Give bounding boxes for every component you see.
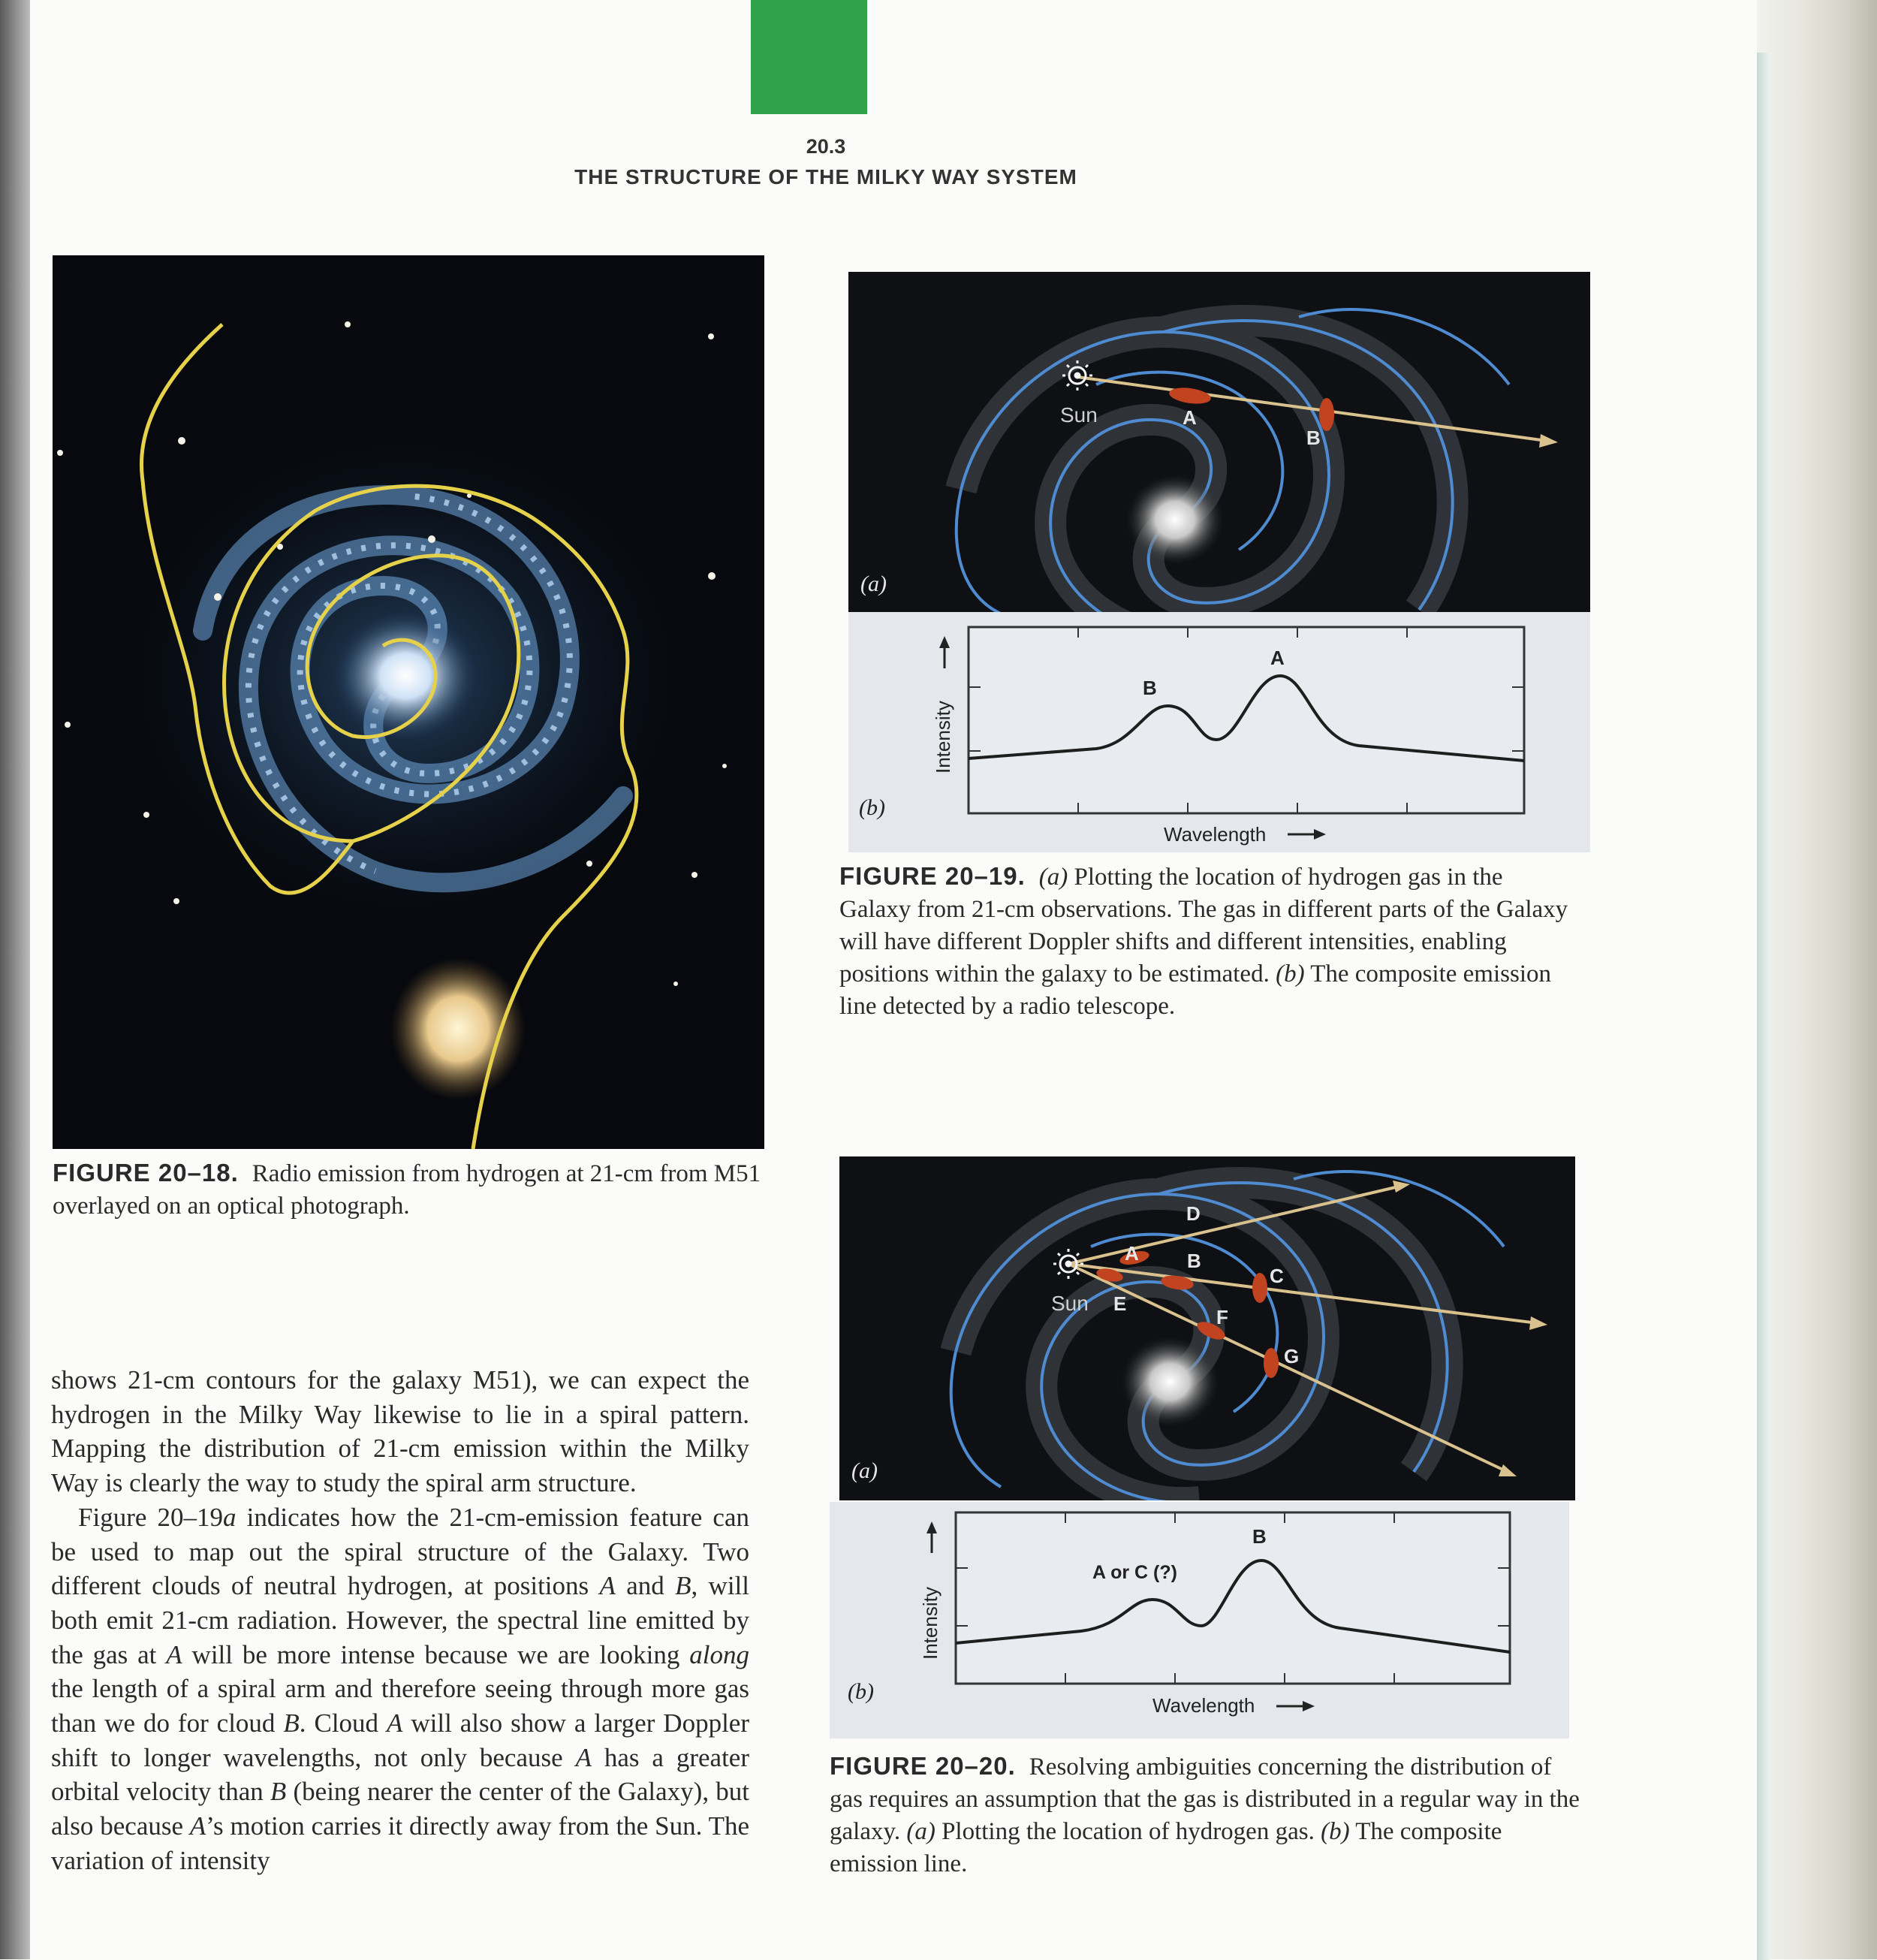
m51-photograph (53, 255, 764, 1149)
plot-frame (969, 627, 1524, 813)
point-a-label: A (1183, 406, 1197, 429)
caption-italic: (b) (1321, 1818, 1350, 1845)
caption-italic: (a) (1038, 864, 1068, 891)
point-d-label: D (1186, 1202, 1201, 1225)
section-title: THE STRUCTURE OF THE MILKY WAY SYSTEM (574, 165, 1077, 188)
point-a-label: A (1125, 1242, 1139, 1265)
x-axis-label: Wavelength (1152, 1694, 1255, 1717)
x-axis-label: Wavelength (1164, 823, 1267, 846)
plot-frame (956, 1512, 1510, 1684)
body-text-column (51, 1363, 749, 1878)
caption-text: The composite emission line. (830, 1818, 1502, 1877)
sun-label: Sun (1060, 403, 1098, 427)
chapter-tab (751, 0, 867, 114)
panel-b-label: (b) (848, 1679, 874, 1704)
point-c-label: C (1270, 1265, 1284, 1287)
figure-20-20a-panel (839, 1156, 1575, 1500)
peak-a-or-c-label: A or C (?) (1092, 1562, 1177, 1583)
point-e-label: E (1113, 1292, 1127, 1315)
paragraph: Figure 20–19a indicates how the 21-cm-emission feature can be used to map out the spiral structure of the Galaxy. Two different clouds of neutral hydrogen, at positions A and B, will both emit 21-cm radiation. However, the spectral line emitted by the gas at A will be more intense because we are looking along the length of a spiral arm and therefore seeing through more gas than we do for cloud B. Cloud A will also show a larger Doppler shift to longer wavelengths, not only because A has a greater orbital velocity than B (being nearer the center of the Galaxy), but also because A’s motion carries it directly away from the Sun. The variation of intensity (51, 1502, 750, 1875)
point-g-label: G (1284, 1345, 1300, 1367)
figure-20-20-caption (830, 1750, 1580, 1880)
figure-label: FIGURE 20–18. (53, 1159, 239, 1187)
figure-label: FIGURE 20–20. (830, 1752, 1016, 1780)
figure-label: FIGURE 20–19. (839, 862, 1026, 890)
sun-label: Sun (1051, 1292, 1089, 1315)
figure-20-19-caption (839, 860, 1575, 1023)
y-axis-label: Intensity (932, 701, 954, 773)
paragraph: shows 21-cm contours for the galaxy M51), we can expect the hydrogen in the Milky Way likewise to lie in a spiral pattern. Mapping the distribution of 21-cm emission within the Milky Way is clearly the way to study the spiral arm structure. (51, 1365, 749, 1498)
caption-italic: (a) (906, 1818, 935, 1845)
point-b-label: B (1306, 427, 1321, 449)
peak-b-label: B (1143, 677, 1157, 699)
page-fore-edge (1757, 0, 1877, 1959)
caption-italic: (b) (1276, 960, 1305, 988)
caption-text: Resolving ambiguities concerning the distribution of gas requires an assumption that the gas is distributed in a regular way in the galaxy. (830, 1753, 1580, 1845)
point-f-label: F (1216, 1306, 1228, 1328)
panel-a-label: (a) (851, 1458, 878, 1483)
caption-text: The composite emission line detected by a radio telescope. (839, 960, 1551, 1020)
figure-20-18-caption (53, 1156, 773, 1223)
caption-text: Plotting the location of hydrogen gas. (935, 1818, 1321, 1845)
panel-b-label: (b) (859, 795, 885, 820)
figure-20-20b-panel (830, 1502, 1569, 1738)
figure-20-19a-panel (848, 272, 1590, 616)
peak-a-label: A (1270, 647, 1285, 669)
caption-text: Plotting the location of hydrogen gas in the Galaxy from 21-cm observations. The gas in different parts of the Galaxy will have different Doppler shifts and different intensities, enabling positions within the galaxy to be estimated. (839, 864, 1568, 988)
peak-b-label: B (1252, 1525, 1267, 1548)
panel-a-label: (a) (860, 571, 887, 596)
page-gutter-shadow (0, 0, 30, 1959)
section-number: 20.3 (806, 135, 846, 158)
y-axis-label: Intensity (919, 1587, 942, 1660)
point-b-label: B (1187, 1250, 1201, 1272)
caption-text: Radio emission from hydrogen at 21-cm from M51 overlayed on an optical photograph. (53, 1160, 761, 1220)
figure-20-19b-panel (848, 612, 1590, 852)
